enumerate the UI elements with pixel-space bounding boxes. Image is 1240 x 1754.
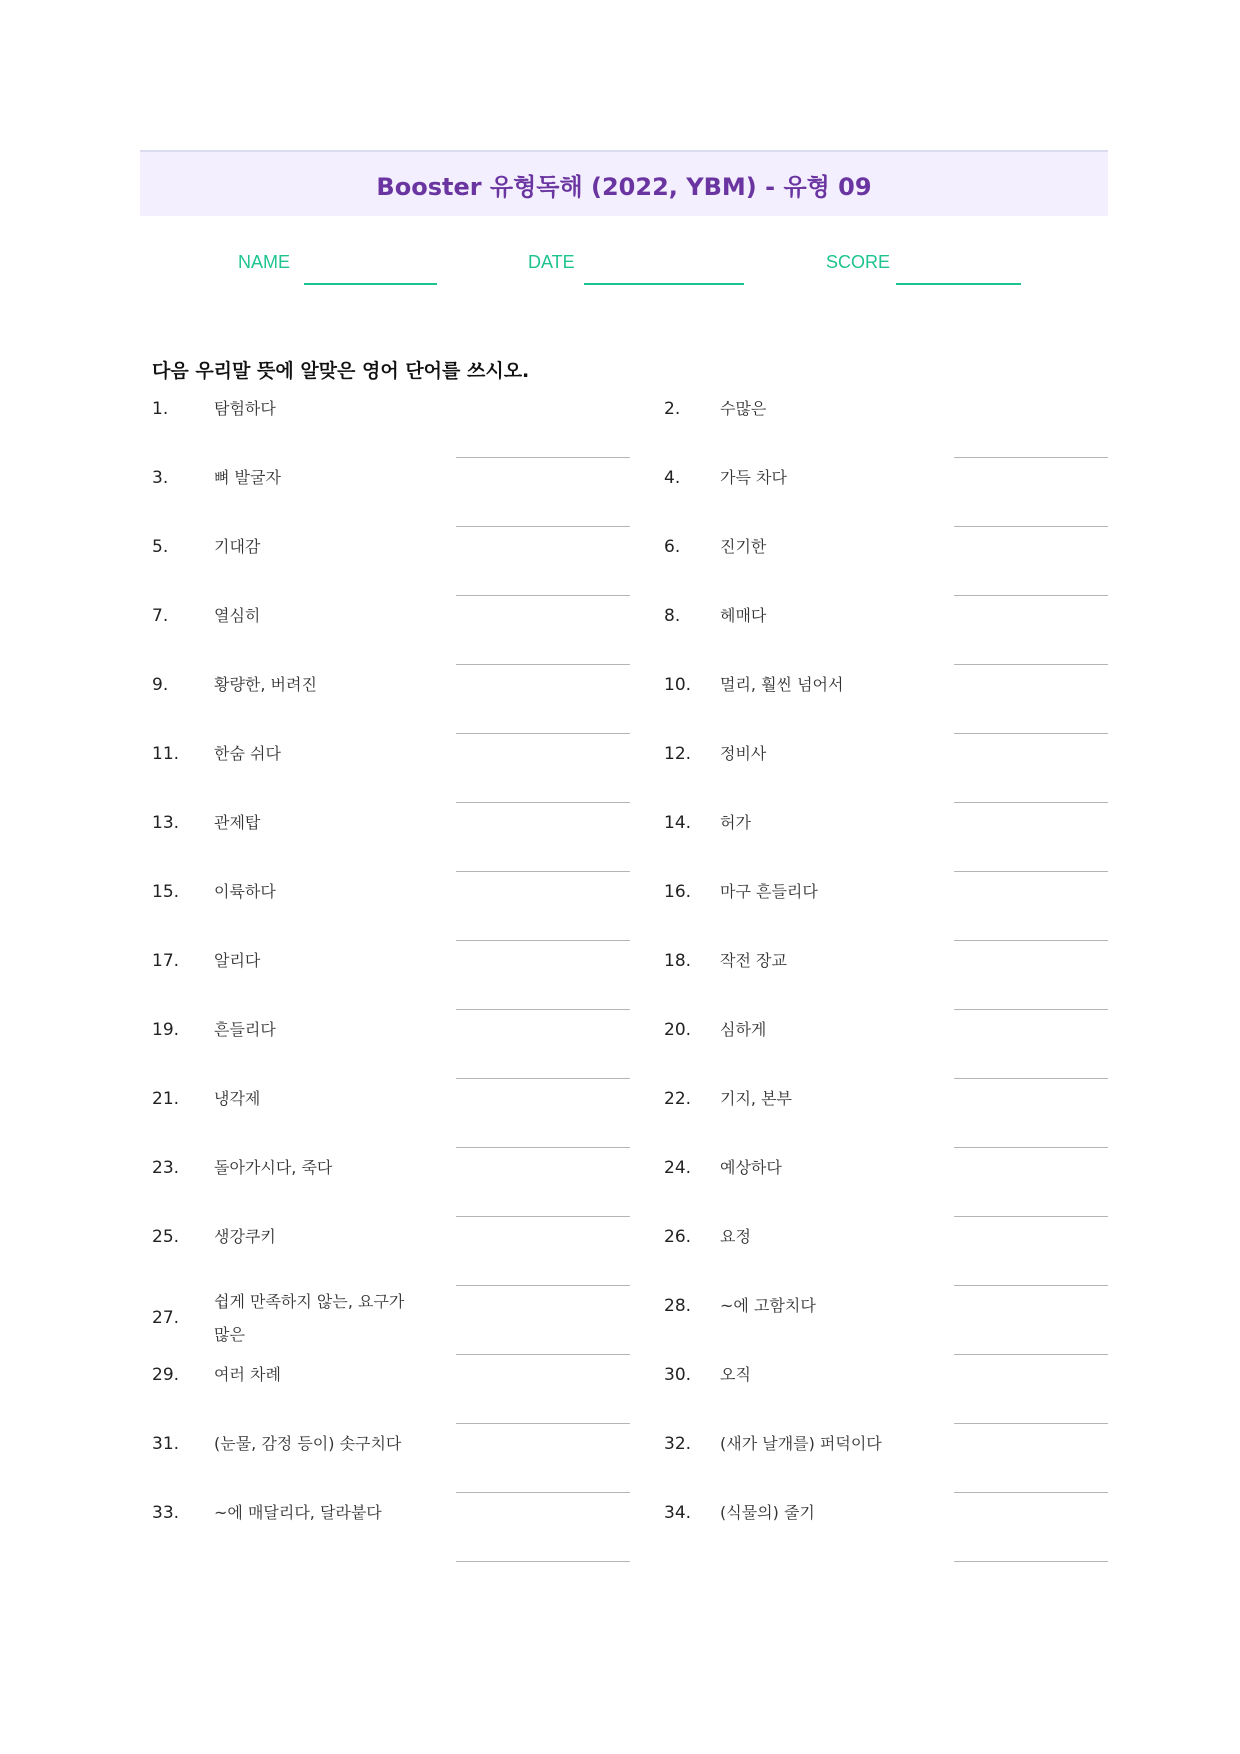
worksheet-header: [140, 150, 1108, 216]
item-number: 12.: [664, 744, 692, 764]
vocab-item: [152, 1504, 630, 1573]
item-korean-meaning: 요정: [720, 1227, 751, 1246]
item-number: 15.: [152, 882, 180, 902]
vocab-item: [664, 400, 1108, 469]
item-number: 28.: [664, 1296, 692, 1316]
answer-blank[interactable]: [954, 940, 1108, 941]
vocab-item: [664, 1504, 1108, 1573]
answer-blank[interactable]: [954, 1492, 1108, 1493]
vocab-item: [664, 952, 1108, 1021]
item-number: 17.: [152, 951, 180, 971]
answer-blank[interactable]: [954, 1423, 1108, 1424]
item-number: 11.: [152, 744, 180, 764]
item-number: 32.: [664, 1434, 692, 1454]
item-number: 8.: [664, 606, 681, 626]
vocab-item: [664, 1159, 1108, 1228]
answer-blank[interactable]: [954, 664, 1108, 665]
vocab-item: [664, 1021, 1108, 1090]
answer-blank[interactable]: [954, 595, 1108, 596]
vocab-item: [664, 1366, 1108, 1435]
item-number: 14.: [664, 813, 692, 833]
answer-blank[interactable]: [456, 1009, 630, 1010]
answer-blank[interactable]: [456, 871, 630, 872]
item-korean-meaning: (식물의) 줄기: [720, 1503, 815, 1522]
vocab-item: [152, 538, 630, 607]
item-number: 10.: [664, 675, 692, 695]
item-number: 13.: [152, 813, 180, 833]
item-korean-meaning: 예상하다: [720, 1158, 782, 1177]
vocab-item: [664, 538, 1108, 607]
item-korean-meaning: ~에 고함치다: [720, 1296, 816, 1315]
item-korean-meaning: 탐험하다: [214, 399, 276, 418]
item-number: 4.: [664, 468, 681, 488]
vocab-item: [152, 745, 630, 814]
answer-blank[interactable]: [954, 1285, 1108, 1286]
answer-blank[interactable]: [456, 1354, 630, 1355]
vocab-item: [664, 676, 1108, 745]
date-field[interactable]: [584, 283, 744, 285]
item-number: 27.: [152, 1308, 180, 1328]
vocab-item: [152, 676, 630, 745]
vocab-item: [152, 883, 630, 952]
answer-blank[interactable]: [954, 1078, 1108, 1079]
answer-blank[interactable]: [954, 526, 1108, 527]
item-number: 31.: [152, 1434, 180, 1454]
answer-blank[interactable]: [456, 733, 630, 734]
vocab-item: [664, 607, 1108, 676]
answer-blank[interactable]: [456, 1561, 630, 1562]
item-korean-meaning: ~에 매달리다, 달라붙다: [214, 1503, 382, 1522]
answer-blank[interactable]: [456, 1078, 630, 1079]
item-korean-meaning: (눈물, 감정 등이) 솟구치다: [214, 1434, 402, 1453]
item-number: 9.: [152, 675, 169, 695]
item-number: 3.: [152, 468, 169, 488]
item-korean-meaning: 기대감: [214, 537, 261, 556]
item-number: 16.: [664, 882, 692, 902]
answer-blank[interactable]: [456, 1423, 630, 1424]
item-number: 20.: [664, 1020, 692, 1040]
score-field[interactable]: [896, 283, 1021, 285]
item-number: 23.: [152, 1158, 180, 1178]
item-korean-meaning: 수많은: [720, 399, 767, 418]
answer-blank[interactable]: [456, 457, 630, 458]
vocab-item: [152, 607, 630, 676]
item-korean-meaning: 돌아가시다, 죽다: [214, 1158, 333, 1177]
answer-blank[interactable]: [954, 1009, 1108, 1010]
vocab-item: [152, 1366, 630, 1435]
item-number: 19.: [152, 1020, 180, 1040]
answer-blank[interactable]: [954, 1216, 1108, 1217]
name-field[interactable]: [304, 283, 437, 285]
item-number: 25.: [152, 1227, 180, 1247]
item-korean-meaning: 알리다: [214, 951, 261, 970]
name-label: NAME: [238, 252, 291, 272]
item-korean-meaning: 흔들리다: [214, 1020, 276, 1039]
answer-blank[interactable]: [456, 1285, 630, 1286]
vocab-item: [152, 400, 630, 469]
answer-blank[interactable]: [954, 1147, 1108, 1148]
answer-blank[interactable]: [954, 733, 1108, 734]
score-label: SCORE: [826, 252, 891, 272]
vocab-item: [152, 1435, 630, 1504]
item-korean-meaning: 여러 차례: [214, 1365, 281, 1384]
vocab-item: [664, 814, 1108, 883]
item-number: 33.: [152, 1503, 180, 1523]
item-korean-meaning: 열심히: [214, 606, 261, 625]
item-number: 18.: [664, 951, 692, 971]
vocab-item: [152, 1292, 630, 1366]
item-korean-meaning: 관제탑: [214, 813, 261, 832]
item-korean-meaning: 정비사: [720, 744, 767, 763]
vocab-item: [664, 883, 1108, 952]
item-number: 29.: [152, 1365, 180, 1385]
date-label: DATE: [528, 252, 575, 272]
item-korean-meaning: 쉽게 만족하지 않는, 요구가 많은: [214, 1292, 405, 1344]
item-korean-meaning: 멀리, 훨씬 넘어서: [720, 675, 844, 694]
vocab-item: [664, 1228, 1108, 1297]
answer-blank[interactable]: [954, 1354, 1108, 1355]
answer-blank[interactable]: [456, 664, 630, 665]
item-number: 5.: [152, 537, 169, 557]
item-number: 7.: [152, 606, 169, 626]
item-korean-meaning: 냉각제: [214, 1089, 261, 1108]
answer-blank[interactable]: [456, 1147, 630, 1148]
item-number: 21.: [152, 1089, 180, 1109]
item-number: 2.: [664, 399, 681, 419]
answer-blank[interactable]: [954, 871, 1108, 872]
vocab-item: [664, 1090, 1108, 1159]
item-korean-meaning: (새가 날개를) 퍼덕이다: [720, 1434, 882, 1453]
item-korean-meaning: 가득 차다: [720, 468, 787, 487]
answer-blank[interactable]: [456, 595, 630, 596]
vocab-item: [152, 1090, 630, 1159]
item-korean-meaning: 작전 장교: [720, 951, 787, 970]
vocab-item: [664, 1297, 1108, 1366]
answer-blank[interactable]: [456, 1492, 630, 1493]
vocab-item: [152, 814, 630, 883]
answer-blank[interactable]: [954, 802, 1108, 803]
item-korean-meaning: 진기한: [720, 537, 767, 556]
item-number: 24.: [664, 1158, 692, 1178]
item-korean-meaning: 한숨 쉬다: [214, 744, 281, 763]
item-korean-meaning: 오직: [720, 1365, 751, 1384]
item-korean-meaning: 심하게: [720, 1020, 767, 1039]
item-korean-meaning: 이륙하다: [214, 882, 276, 901]
answer-blank[interactable]: [456, 802, 630, 803]
item-korean-meaning: 기지, 본부: [720, 1089, 792, 1108]
answer-blank[interactable]: [456, 526, 630, 527]
item-number: 26.: [664, 1227, 692, 1247]
worksheet-title: Booster 유형독해 (2022, YBM) - 유형 09: [376, 172, 872, 201]
item-number: 22.: [664, 1089, 692, 1109]
student-info-row: [0, 250, 1240, 290]
item-korean-meaning: 허가: [720, 813, 751, 832]
item-korean-meaning: 마구 흔들리다: [720, 882, 818, 901]
item-korean-meaning: 생강쿠키: [214, 1227, 276, 1246]
vocab-item: [152, 1159, 630, 1228]
answer-blank[interactable]: [954, 457, 1108, 458]
answer-blank[interactable]: [456, 940, 630, 941]
vocab-item: [152, 1021, 630, 1090]
answer-blank[interactable]: [456, 1216, 630, 1217]
vocab-item: [664, 469, 1108, 538]
item-number: 6.: [664, 537, 681, 557]
vocab-item: [664, 745, 1108, 814]
item-korean-meaning: 황량한, 버려진: [214, 675, 317, 694]
instruction-text: 다음 우리말 뜻에 알맞은 영어 단어를 쓰시오.: [152, 360, 530, 382]
item-korean-meaning: 헤매다: [720, 606, 767, 625]
item-number: 30.: [664, 1365, 692, 1385]
vocab-item: [664, 1435, 1108, 1504]
item-korean-meaning: 뼈 발굴자: [214, 468, 281, 487]
item-number: 34.: [664, 1503, 692, 1523]
vocab-item: [152, 469, 630, 538]
item-number: 1.: [152, 399, 169, 419]
answer-blank[interactable]: [954, 1561, 1108, 1562]
vocab-item: [152, 952, 630, 1021]
